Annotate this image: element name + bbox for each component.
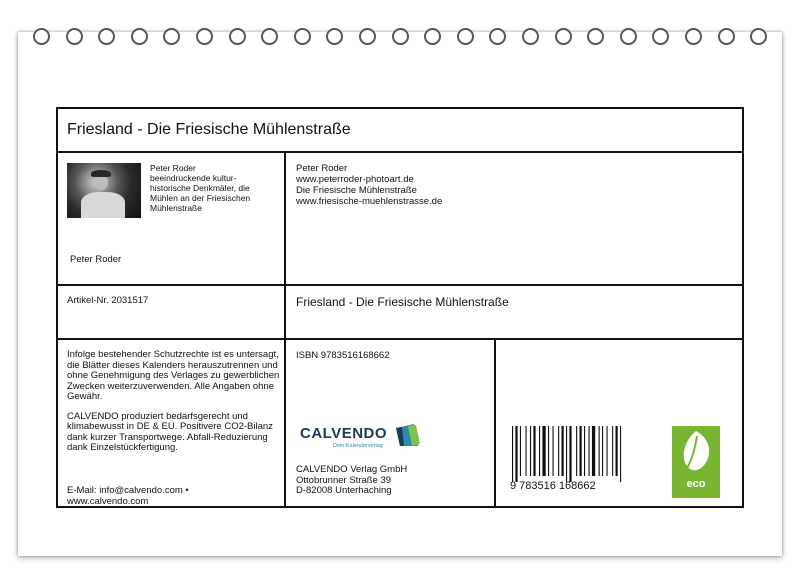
binding-ring [326,28,343,45]
legal-cell [58,340,286,506]
eco-label: eco [686,478,706,490]
title-row [58,109,742,153]
binding-ring [685,28,702,45]
binding-ring [98,28,115,45]
publisher-street: Ottobrunner Straße 39 [296,474,392,486]
contact-website: www.calvendo.com [67,495,149,507]
copyright-notice: Infolge bestehender Schutzrechte ist es untersagt, die Blätter dieses Kalenders herauszutrennen und ohne Genehmigung des Verlages zu gewerblichen Zwecken weiterzuverwenden. Alle Angaben ohne Gewähr. [67,349,280,402]
article-number: Artikel-Nr. 2031517 [67,295,149,306]
subtitle-cell [286,286,742,340]
binding-ring [131,28,148,45]
calvendo-logo [300,425,420,455]
binding-ring [620,28,637,45]
info-author-url: www.peterroder-photoart.de [296,174,414,185]
barcode-bar [520,426,521,476]
binding-ring [489,28,506,45]
barcode-bar [580,426,582,476]
binding-ring [522,28,539,45]
barcode-bar [562,426,564,476]
barcode-bar [576,426,577,476]
barcode-bar [569,426,571,482]
isbn: ISBN 9783516168662 [296,350,390,361]
barcode-bar [548,426,549,476]
publisher-cell [286,340,496,506]
info-lines [296,163,442,207]
barcode-bar [602,426,603,476]
binding-ring [587,28,604,45]
barcode-cell [496,340,742,506]
binding-ring [424,28,441,45]
binding-ring [555,28,572,45]
barcode-bar [533,426,535,476]
binding-ring [457,28,474,45]
info-topic-url: www.friesische-muehlenstrasse.de [296,196,443,207]
binding-ring [261,28,278,45]
calendar-title: Friesland - Die Friesische Mühlenstraße [67,121,351,138]
info-author: Peter Roder [296,163,348,174]
logo-flag-icon [394,422,422,448]
barcode-bar [612,426,613,476]
calendar-subtitle: Friesland - Die Friesische Mühlenstraße [296,295,509,309]
publisher-address [296,465,407,497]
barcode-bar [530,426,531,476]
barcode-bar [607,426,608,476]
contact-info [67,486,281,507]
logo-tagline: Dein Kalenderverlag [333,443,383,449]
author-photo [67,163,141,218]
binding-ring [196,28,213,45]
binding-ring [359,28,376,45]
binding-ring [33,28,50,45]
barcode-bar [620,426,621,482]
binding-ring [163,28,180,45]
author-cell [58,153,286,286]
info-cell [286,153,742,286]
publisher-city: D-82008 Unterhaching [296,485,392,496]
barcode-bar [616,426,618,476]
contact-email: E-Mail: info@calvendo.com • [67,485,189,496]
sustainability-notice: CALVENDO produziert bedarfsgerecht und klimabewusst in DE & EU. Positivere CO2-Bilanz dank kurzer Transportwege. Abfall-Reduzierung dank Einzelstückfertigung. [67,410,273,453]
publisher-name: CALVENDO Verlag GmbH [296,464,408,475]
binding-ring [718,28,735,45]
info-sheet [56,107,744,508]
binding-ring [392,28,409,45]
binding-ring [750,28,767,45]
eco-badge [672,426,720,498]
barcode-bar [566,426,567,482]
barcode-bar [539,426,540,476]
binding-ring [294,28,311,45]
binding-ring [66,28,83,45]
logo-wordmark: CALVENDO [300,425,388,442]
barcode-bar [512,426,513,482]
barcode-bar [542,426,545,476]
article-cell [58,286,286,340]
barcode-bar [558,426,559,476]
barcode-bar [553,426,554,476]
info-topic: Die Friesische Mühlenstraße [296,185,417,196]
barcode-bar [589,426,590,476]
barcode-bar [584,426,585,476]
barcode-digits: 9 783516 168662 [510,480,596,490]
binding-ring [229,28,246,45]
barcode-bar [592,426,595,476]
isbn-barcode [510,426,640,490]
author-name: Peter Roder [70,254,122,265]
barcode-bar [599,426,600,476]
author-description: Peter Roder beeindruckende kultur- historische Denkmäler, die Mühlen an der Friesischen Mühlenstraße [150,163,251,213]
leaf-icon [675,428,717,474]
barcode-bar [526,426,527,476]
barcode-bar [515,426,517,482]
legal-text [67,350,281,463]
binding-rings [0,28,800,48]
binding-ring [652,28,669,45]
